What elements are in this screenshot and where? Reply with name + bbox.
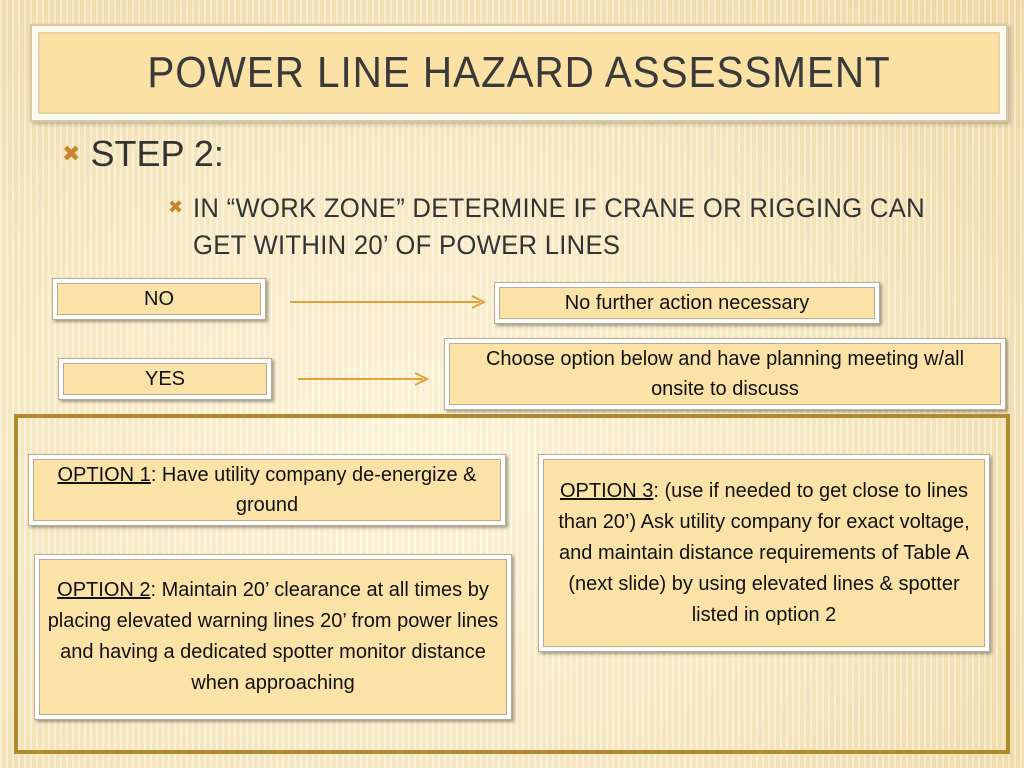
option-1-box <box>28 454 506 526</box>
option-2-text: : Maintain 20’ clearance at all times by placing elevated warning lines 20’ from power lines and having a dedicated spotter monitor distance when approaching <box>47 579 499 694</box>
x-mark-icon: ✖ <box>168 197 184 217</box>
option-3-text: : (use if needed to get close to lines than 20’) Ask utility company for exact voltage, and maintain distance requirements of Table A (next slide) by using elevated lines & spotter listed in option 2 <box>558 479 970 626</box>
yes-result-box <box>444 338 1006 410</box>
yes-label: YES <box>144 367 186 390</box>
option-1-label: OPTION 1 <box>57 464 151 486</box>
option-3-box <box>538 454 990 652</box>
step-detail: IN “WORK ZONE” DETERMINE IF CRANE OR RIGGING CAN GET WITHIN 20’ OF POWER LINES <box>193 193 925 260</box>
no-label: NO <box>144 287 174 310</box>
no-box <box>52 278 266 320</box>
title-box <box>30 24 1008 122</box>
no-result-text: No further action necessary <box>564 291 810 314</box>
step-detail-bullet <box>168 190 968 264</box>
option-2-label: OPTION 2 <box>57 579 151 601</box>
option-1-text: : Have utility company de-energize & ground <box>150 464 477 516</box>
no-result-box <box>494 282 880 324</box>
option-3-label: OPTION 3 <box>560 479 654 502</box>
step-bullet <box>62 132 224 176</box>
yes-box <box>58 358 272 400</box>
no-arrow <box>290 294 490 310</box>
step-label: STEP 2: <box>90 133 224 174</box>
option-2-box <box>34 554 512 720</box>
page-title: POWER LINE HAZARD ASSESSMENT <box>147 48 891 97</box>
yes-result-text: Choose option below and have planning meeting w/all onsite to discuss <box>485 348 965 400</box>
yes-arrow <box>298 371 433 387</box>
x-mark-icon: ✖ <box>62 141 81 166</box>
